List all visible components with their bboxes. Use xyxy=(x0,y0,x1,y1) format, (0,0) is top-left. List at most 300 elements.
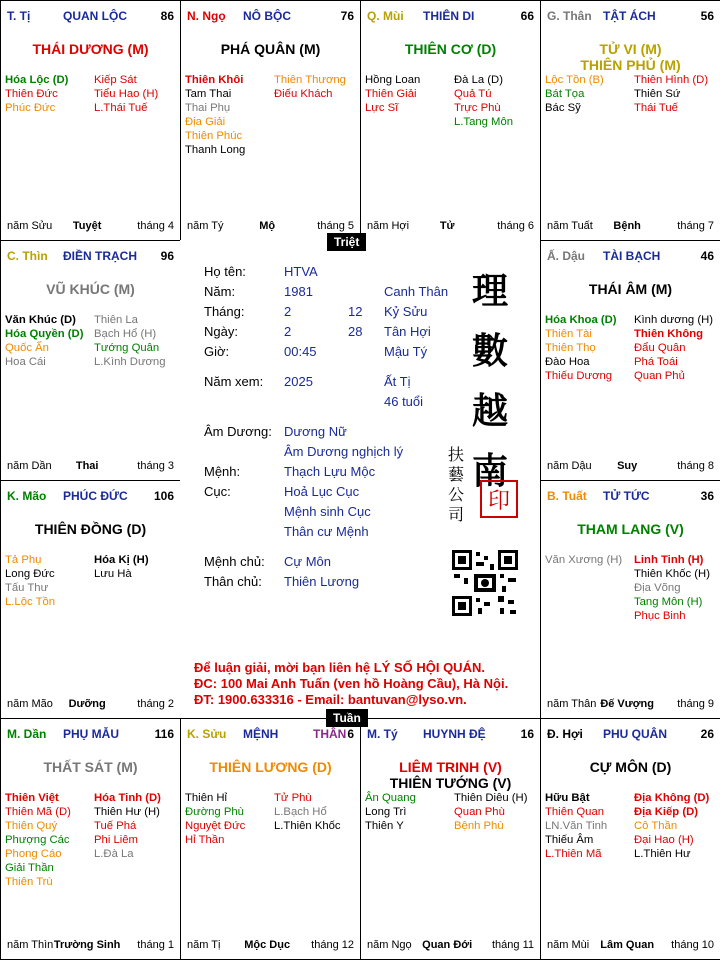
footer-stage: Trường Sinh xyxy=(53,939,121,951)
minor-star: Hóa Tinh (D) xyxy=(94,792,161,804)
value-menh-chu: Cự Môn xyxy=(284,554,331,569)
main-stars xyxy=(1,41,180,57)
palace-number: 66 xyxy=(520,9,534,23)
stars-column-left xyxy=(545,313,633,383)
minor-star: Thiếu Âm xyxy=(545,834,594,846)
minor-star: Địa Giải xyxy=(185,116,226,128)
minor-star: Hồng Loan xyxy=(365,74,421,86)
minor-star: Thiên Việt xyxy=(5,792,59,804)
palace-number: 36 xyxy=(700,489,714,503)
minor-star: Bác Sỹ xyxy=(545,102,581,114)
palace-footer xyxy=(547,937,714,951)
footer-year: năm Mùi xyxy=(547,939,590,951)
footer-year: năm Dần xyxy=(7,460,52,472)
palace-name: ĐIỀN TRẠCH xyxy=(63,249,137,263)
palace-footer xyxy=(7,696,174,710)
minor-star: Thiên Đức xyxy=(5,88,58,100)
palace-number: 26 xyxy=(700,727,714,741)
minor-star: Long Trì xyxy=(365,806,407,818)
palace-name: NÔ BỘC xyxy=(243,9,291,23)
minor-star: Phục Binh xyxy=(634,610,686,622)
footer-month: tháng 5 xyxy=(317,220,354,232)
minor-star: Địa Không (D) xyxy=(634,792,710,804)
palace-cell-suu[interactable] xyxy=(180,718,361,960)
minor-star: Bạch Hổ (H) xyxy=(94,328,157,340)
minor-star: Đà La (D) xyxy=(454,74,503,86)
label-ho-ten: Họ tên: xyxy=(204,264,246,279)
footer-month: tháng 4 xyxy=(137,220,174,232)
palace-branch: Q. Mùi xyxy=(367,9,404,23)
palace-number: 86 xyxy=(160,9,174,23)
palace-branch: M. Dần xyxy=(7,727,47,741)
footer-month: tháng 3 xyxy=(137,460,174,472)
minor-star: Tuế Phá xyxy=(94,820,137,832)
label-gio: Giờ: xyxy=(204,344,230,359)
palace-number: 56 xyxy=(700,9,714,23)
minor-star: Thiên Sứ xyxy=(634,88,681,100)
minor-star: Phúc Đức xyxy=(5,102,56,114)
stars-column-left xyxy=(365,73,453,115)
palace-number: 76 xyxy=(340,9,354,23)
main-star: THÁI DƯƠNG (M) xyxy=(32,41,149,57)
footer-year: năm Ngọ xyxy=(367,939,412,951)
footer-year: năm Dậu xyxy=(547,460,592,472)
value-thang-duong: 12 xyxy=(348,304,363,319)
value-menh: Thạch Lựu Mộc xyxy=(284,464,376,479)
minor-star: Thiên Hỉ xyxy=(185,792,228,804)
value-cuc-3: Thân cư Mệnh xyxy=(284,524,369,539)
stars-column-left xyxy=(185,73,273,157)
qr-code-image xyxy=(450,548,520,618)
value-thang-can: Kỷ Sửu xyxy=(384,304,428,319)
footer-stage: Mộ xyxy=(259,220,276,232)
main-star: THAM LANG (V) xyxy=(577,521,684,537)
palace-cell-ngo[interactable] xyxy=(180,0,361,241)
red-seal-stamp: 印 xyxy=(480,480,518,518)
palace-name-2: THÂN xyxy=(313,727,347,741)
palace-footer xyxy=(547,218,714,232)
minor-star: Lộc Tồn (B) xyxy=(545,74,604,86)
label-am-duong: Âm Dương: xyxy=(204,424,272,439)
stars-column-left xyxy=(185,791,273,847)
value-nam: 1981 xyxy=(284,284,313,299)
minor-star: Quả Tú xyxy=(454,88,492,100)
palace-number: 16 xyxy=(520,727,534,741)
main-stars xyxy=(541,281,720,297)
minor-star: Nguyệt Đức xyxy=(185,820,246,832)
minor-star: Thiên Trù xyxy=(5,876,53,888)
stars-column-right xyxy=(454,791,541,833)
minor-star: Bát Tọa xyxy=(545,88,585,100)
calligraphy-char-1: 理 xyxy=(472,270,509,312)
main-stars xyxy=(181,41,360,57)
minor-star: Đường Phù xyxy=(185,806,244,818)
tuan-marker: Tuần xyxy=(326,709,368,727)
palace-footer xyxy=(7,937,174,951)
main-star: LIÊM TRINH (V) xyxy=(399,759,502,775)
footer-year: năm Hợi xyxy=(367,220,410,232)
minor-star: Tang Môn (H) xyxy=(634,596,703,608)
stars-column-right xyxy=(94,553,181,581)
footer-stage: Quan Đới xyxy=(422,939,473,951)
stars-column-right xyxy=(634,791,720,861)
minor-star: Tả Phụ xyxy=(5,554,42,566)
label-menh-chu: Mệnh chủ: xyxy=(204,554,265,569)
minor-star: Thiên Hư (H) xyxy=(94,806,160,818)
footer-stage: Mộc Dục xyxy=(244,939,291,951)
main-star: THIÊN TƯỚNG (V) xyxy=(389,775,512,791)
footer-year: năm Tý xyxy=(187,220,224,232)
value-nam-can: Canh Thân xyxy=(384,284,449,299)
minor-star: Thiên Y xyxy=(365,820,404,832)
palace-cell-than[interactable] xyxy=(540,0,720,241)
footer-month: tháng 7 xyxy=(677,220,714,232)
value-nam-xem-can: Ất Tị xyxy=(384,374,411,389)
minor-star: Quốc Ấn xyxy=(5,342,49,354)
palace-cell-mao[interactable] xyxy=(0,480,181,719)
contact-line-1: Để luận giải, mời bạn liên hệ LÝ SỐ HỘI QUÁN. xyxy=(194,660,485,675)
main-stars xyxy=(1,281,180,297)
minor-star: Thanh Long xyxy=(185,144,246,156)
palace-number: 106 xyxy=(153,489,174,503)
stars-column-right xyxy=(634,553,720,623)
label-cuc: Cục: xyxy=(204,484,231,499)
footer-year: năm Thân xyxy=(547,698,597,710)
palace-footer xyxy=(367,218,534,232)
stars-column-left xyxy=(545,553,633,567)
calligraphy-char-4: 南 xyxy=(472,450,509,492)
minor-star: Thiên Thọ xyxy=(545,342,596,354)
minor-star: Thiên La xyxy=(94,314,138,326)
minor-star: LN.Văn Tinh xyxy=(545,820,608,832)
minor-star: Quan Phù xyxy=(454,806,505,818)
minor-star: Hoa Cái xyxy=(5,356,46,368)
palace-cell-ty2[interactable] xyxy=(360,718,541,960)
calligraphy-small-2: 藝 xyxy=(448,465,465,484)
main-stars xyxy=(181,759,360,775)
palace-number: 6 xyxy=(347,727,354,741)
palace-footer xyxy=(7,218,174,232)
palace-footer xyxy=(547,458,714,472)
minor-star: Thiên Giải xyxy=(365,88,417,100)
footer-month: tháng 11 xyxy=(491,939,534,951)
palace-cell-thin[interactable] xyxy=(0,240,181,481)
palace-name: QUAN LỘC xyxy=(63,9,127,23)
minor-star: Lưu Hà xyxy=(94,568,132,580)
footer-month: tháng 12 xyxy=(311,939,354,951)
palace-branch: Đ. Hợi xyxy=(547,727,583,741)
stars-column-right xyxy=(274,73,361,101)
palace-number: 46 xyxy=(700,249,714,263)
palace-header xyxy=(547,9,714,25)
minor-star: Địa Võng xyxy=(634,582,681,594)
minor-star: Trực Phù xyxy=(454,102,501,114)
footer-year: năm Tị xyxy=(187,939,221,951)
stars-column-left xyxy=(5,791,93,889)
palace-name: PHỤ MẪU xyxy=(63,727,119,741)
palace-number: 116 xyxy=(154,727,174,741)
stars-column-left xyxy=(5,73,93,115)
minor-star: Địa Kiếp (D) xyxy=(634,806,699,818)
minor-star: Thiên Phúc xyxy=(185,130,243,142)
minor-star: Linh Tinh (H) xyxy=(634,554,704,566)
minor-star: L.Đà La xyxy=(94,848,134,860)
value-tuoi: 46 tuổi xyxy=(384,394,424,409)
value-ngay-am: 2 xyxy=(284,324,292,339)
minor-star: Đào Hoa xyxy=(545,356,590,368)
minor-star: Thiên Diêu (H) xyxy=(454,792,528,804)
main-star: THIÊN LƯƠNG (D) xyxy=(209,759,332,775)
minor-star: Hỉ Thần xyxy=(185,834,225,846)
value-ho-ten: HTVA xyxy=(284,264,318,279)
palace-footer xyxy=(187,218,354,232)
minor-star: Lực Sĩ xyxy=(365,102,399,114)
value-nam-xem: 2025 xyxy=(284,374,313,389)
minor-star: Đẩu Quân xyxy=(634,342,686,354)
palace-name: PHÚC ĐỨC xyxy=(63,489,128,503)
calligraphy-small-1: 扶 xyxy=(448,445,465,464)
minor-star: L.Lộc Tồn xyxy=(5,596,56,608)
minor-star: Thiếu Dương xyxy=(545,370,613,382)
stars-column-left xyxy=(5,553,93,609)
minor-star: Thiên Khốc (H) xyxy=(634,568,710,580)
minor-star: Hữu Bật xyxy=(545,792,590,804)
minor-star: Thiên Không xyxy=(634,328,704,340)
palace-branch: N. Ngọ xyxy=(187,9,226,23)
main-stars xyxy=(361,759,540,791)
footer-stage: Dưỡng xyxy=(68,698,106,710)
main-star: THIÊN PHỦ (M) xyxy=(580,57,681,73)
value-cuc-1: Hoả Lục Cục xyxy=(284,484,360,499)
palace-footer xyxy=(547,696,714,710)
minor-star: Tiểu Hao (H) xyxy=(94,88,159,100)
value-than-chu: Thiên Lương xyxy=(284,574,360,589)
footer-month: tháng 8 xyxy=(677,460,714,472)
minor-star: L.Kình Dương xyxy=(94,356,166,368)
stars-column-left xyxy=(545,791,633,861)
footer-stage: Bệnh xyxy=(613,220,641,232)
minor-star: Thiên Quý xyxy=(5,820,58,832)
main-star: THẤT SÁT (M) xyxy=(43,759,138,775)
footer-year: năm Mão xyxy=(7,698,53,710)
palace-footer xyxy=(7,458,174,472)
value-cuc-2: Mệnh sinh Cục xyxy=(284,504,371,519)
stars-column-right xyxy=(274,791,361,833)
stars-column-right xyxy=(454,73,541,129)
minor-star: Hóa Lộc (D) xyxy=(5,74,69,86)
minor-star: Thiên Khôi xyxy=(185,74,244,86)
stars-column-right xyxy=(634,313,720,383)
palace-header xyxy=(367,9,534,25)
footer-stage: Tử xyxy=(439,220,455,232)
value-ngay-duong: 28 xyxy=(348,324,363,339)
palace-branch: K. Mão xyxy=(7,489,47,503)
value-am-duong-1: Dương Nữ xyxy=(284,424,347,439)
contact-line-3: ĐT: 1900.633316 - Email: bantuvan@lyso.vn. xyxy=(194,692,467,707)
stars-column-left xyxy=(545,73,633,115)
palace-cell-dau[interactable] xyxy=(540,240,720,481)
palace-cell-hoi[interactable] xyxy=(540,718,720,960)
minor-star: Hóa Quyền (D) xyxy=(5,328,84,340)
footer-month: tháng 2 xyxy=(137,698,174,710)
minor-star: Tam Thai xyxy=(185,88,232,100)
palace-branch: Ấ. Dậu xyxy=(547,249,586,263)
value-gio-can: Mậu Tý xyxy=(384,344,428,359)
label-than-chu: Thân chủ: xyxy=(204,574,262,589)
minor-star: L.Thiên Hư xyxy=(634,848,691,860)
minor-star: Ân Quang xyxy=(365,792,416,804)
footer-month: tháng 1 xyxy=(137,939,174,951)
value-thang-am: 2 xyxy=(284,304,292,319)
palace-header xyxy=(7,727,174,743)
minor-star: Quan Phủ xyxy=(634,370,685,382)
palace-header xyxy=(7,9,174,25)
main-stars xyxy=(541,521,720,537)
footer-month: tháng 6 xyxy=(497,220,534,232)
minor-star: L.Thiên Khốc xyxy=(274,820,341,832)
footer-year: năm Tuất xyxy=(547,220,593,232)
minor-star: Tấu Thư xyxy=(5,582,49,594)
footer-stage: Lâm Quan xyxy=(600,939,655,951)
minor-star: Đại Hao (H) xyxy=(634,834,694,846)
main-star: CỰ MÔN (D) xyxy=(589,759,672,775)
main-stars xyxy=(541,759,720,775)
minor-star: Thiên Quan xyxy=(545,806,605,818)
palace-cell-mui[interactable] xyxy=(360,0,541,241)
main-star: TỬ VI (M) xyxy=(599,41,662,57)
footer-month: tháng 10 xyxy=(671,939,714,951)
label-menh: Mệnh: xyxy=(204,464,241,479)
main-star: THIÊN CƠ (D) xyxy=(404,41,497,57)
footer-stage: Tuyệt xyxy=(72,220,102,232)
palace-header xyxy=(367,727,534,743)
palace-branch: T. Tị xyxy=(7,9,31,23)
minor-star: Văn Xương (H) xyxy=(545,554,623,566)
palace-name: TỬ TỨC xyxy=(603,489,650,503)
minor-star: Thiên Hình (D) xyxy=(634,74,709,86)
minor-star: Kiếp Sát xyxy=(94,74,137,86)
value-gio: 00:45 xyxy=(284,344,317,359)
palace-header xyxy=(547,489,714,505)
minor-star: Thiên Thương xyxy=(274,74,346,86)
palace-header xyxy=(547,249,714,265)
palace-header xyxy=(187,727,354,743)
main-star: PHÁ QUÂN (M) xyxy=(220,41,321,57)
palace-name: PHU QUÂN xyxy=(603,727,668,741)
minor-star: Long Đức xyxy=(5,568,55,580)
minor-star: Cô Thần xyxy=(634,820,678,832)
calligraphy-small-4: 司 xyxy=(448,505,465,524)
minor-star: L.Thái Tuế xyxy=(94,102,148,114)
minor-star: Giải Thần xyxy=(5,862,54,874)
label-nam-xem: Năm xem: xyxy=(204,374,264,389)
palace-name: TÀI BẠCH xyxy=(603,249,661,263)
palace-number: 96 xyxy=(160,249,174,263)
palace-header xyxy=(7,489,174,505)
palace-cell-tuat[interactable] xyxy=(540,480,720,719)
stars-column-left xyxy=(365,791,453,833)
footer-month: tháng 9 xyxy=(677,698,714,710)
palace-name: HUYNH ĐỆ xyxy=(423,727,486,741)
footer-year: năm Sửu xyxy=(7,220,53,232)
palace-header xyxy=(547,727,714,743)
palace-branch: C. Thìn xyxy=(7,249,48,263)
palace-name: TẬT ÁCH xyxy=(603,9,656,23)
palace-footer xyxy=(367,937,534,951)
minor-star: Điếu Khách xyxy=(274,88,333,100)
contact-line-2: ĐC: 100 Mai Anh Tuấn (ven hồ Hoàng Cầu), Hà Nội. xyxy=(194,676,509,691)
footer-year: năm Thìn xyxy=(7,939,54,951)
value-am-duong-2: Âm Dương nghịch lý xyxy=(284,444,404,459)
palace-name: THIÊN DI xyxy=(423,9,475,23)
stars-column-right xyxy=(94,791,181,861)
palace-branch: G. Thân xyxy=(547,9,592,23)
minor-star: Thái Tuế xyxy=(634,102,678,114)
center-info-panel xyxy=(180,240,540,718)
calligraphy-small-3: 公 xyxy=(448,485,465,504)
minor-star: Phá Toái xyxy=(634,356,678,368)
palace-branch: K. Sửu xyxy=(187,727,227,741)
label-nam: Năm: xyxy=(204,284,236,299)
stars-column-right xyxy=(94,313,181,369)
main-stars xyxy=(1,759,180,775)
palace-branch: B. Tuất xyxy=(547,489,587,503)
stars-column-left xyxy=(5,313,93,369)
palace-header xyxy=(7,249,174,265)
palace-cell-dan[interactable] xyxy=(0,718,181,960)
minor-star: Tướng Quân xyxy=(94,342,160,354)
minor-star: Bệnh Phù xyxy=(454,820,504,832)
label-thang: Tháng: xyxy=(204,304,245,319)
minor-star: L.Tang Môn xyxy=(454,116,514,128)
value-ngay-can: Tân Hợi xyxy=(384,324,431,339)
main-star: VŨ KHÚC (M) xyxy=(46,281,135,297)
triet-marker: Triệt xyxy=(327,233,366,251)
minor-star: Phong Cáo xyxy=(5,848,62,860)
minor-star: Thai Phụ xyxy=(185,102,231,114)
minor-star: Thiên Mã (D) xyxy=(5,806,71,818)
minor-star: Tử Phù xyxy=(274,792,312,804)
palace-cell-ty[interactable] xyxy=(0,0,181,241)
minor-star: Phi Liêm xyxy=(94,834,138,846)
palace-header xyxy=(187,9,354,25)
minor-star: L.Thiên Mã xyxy=(545,848,602,860)
minor-star: Hóa Kị (H) xyxy=(94,554,149,566)
minor-star: Văn Khúc (D) xyxy=(5,314,76,326)
footer-stage: Suy xyxy=(617,460,638,472)
minor-star: Thiên Tài xyxy=(545,328,592,340)
palace-footer xyxy=(187,937,354,951)
palace-branch: M. Tý xyxy=(367,727,398,741)
minor-star: Hóa Khoa (D) xyxy=(545,314,617,326)
main-star: THIÊN ĐỒNG (D) xyxy=(34,521,147,537)
stars-column-right xyxy=(634,73,720,115)
minor-star: Kình dương (H) xyxy=(634,314,714,326)
label-ngay: Ngày: xyxy=(204,324,238,339)
footer-stage: Đế Vượng xyxy=(600,698,654,710)
calligraphy-char-3: 越 xyxy=(472,390,509,432)
stars-column-right xyxy=(94,73,181,115)
footer-stage: Thai xyxy=(75,460,99,472)
main-stars xyxy=(361,41,540,57)
main-stars xyxy=(1,521,180,537)
main-star: THÁI ÂM (M) xyxy=(588,281,673,297)
main-stars xyxy=(541,41,720,73)
palace-name: MỆNH xyxy=(243,727,279,741)
calligraphy-char-2: 數 xyxy=(472,330,509,372)
minor-star: Phượng Các xyxy=(5,834,70,846)
minor-star: L.Bạch Hổ xyxy=(274,806,327,818)
